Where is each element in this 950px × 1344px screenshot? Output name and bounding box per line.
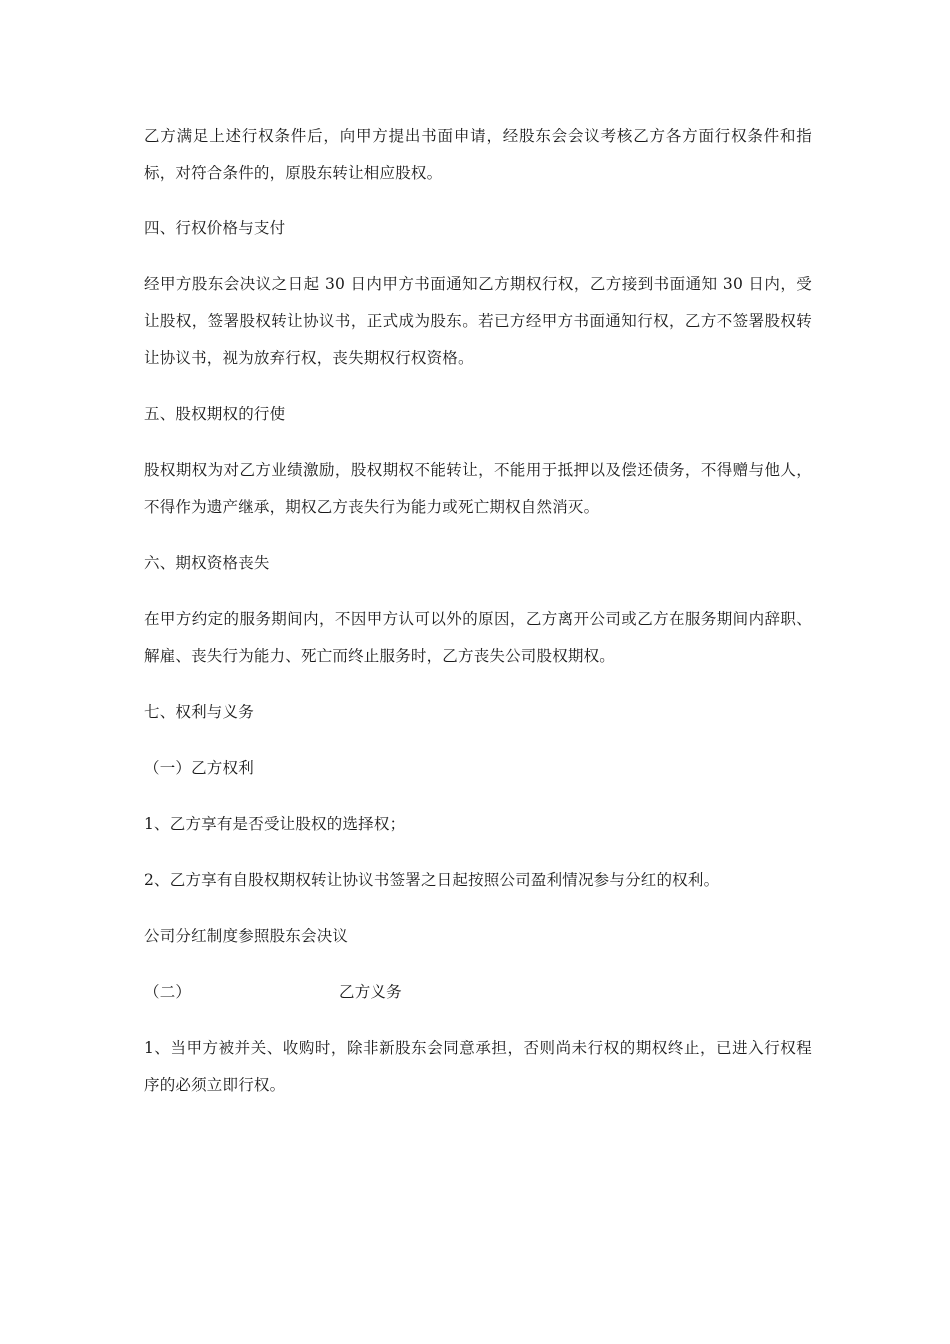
- obligations-item-1: 1、当甲方被并关、收购时，除非新股东会同意承担，否则尚未行权的期权终止，已进入行权程序的必须立即行权。: [144, 1039, 812, 1094]
- paragraph-option-exercise: 股权期权为对乙方业绩激励，股权期权不能转让，不能用于抵押以及偿还债务，不得赠与他人，不得作为遗产继承，期权乙方丧失行为能力或死亡期权自然消灭。: [144, 461, 812, 516]
- dividend-note: 公司分红制度参照股东会决议: [144, 927, 349, 945]
- sub-heading-title: 乙方义务: [339, 983, 402, 1001]
- sub-heading-party-b-obligations: [144, 974, 812, 1011]
- paragraph-exercise-conditions: 乙方满足上述行权条件后，向甲方提出书面申请，经股东会会议考核乙方各方面行权条件和指标，对符合条件的，原股东转让相应股权。: [144, 127, 812, 182]
- sub-heading-party-b-rights: （一）乙方权利: [144, 759, 254, 777]
- heading-qualification-loss: 六、期权资格丧失: [144, 554, 270, 572]
- heading-rights-obligations: 七、权利与义务: [144, 703, 254, 721]
- rights-item-2: 2、乙方享有自股权期权转让协议书签署之日起按照公司盈利情况参与分红的权利。: [144, 871, 720, 889]
- paragraph-exercise-price: 经甲方股东会决议之日起 30 日内甲方书面通知乙方期权行权，乙方接到书面通知 30 日内，受让股权，签署股权转让协议书，正式成为股东。若已方经甲方书面通知行权，乙方不签署股权转让协议书，视为放弃行权，丧失期权行权资格。: [144, 275, 812, 367]
- sub-heading-number: （二）: [144, 983, 192, 1001]
- heading-exercise-price: 四、行权价格与支付: [144, 219, 286, 237]
- rights-item-1: 1、乙方享有是否受让股权的选择权；: [144, 815, 406, 833]
- paragraph-qualification-loss: 在甲方约定的服务期间内，不因甲方认可以外的原因，乙方离开公司或乙方在服务期间内辞职、解雇、丧失行为能力、死亡而终止服务时，乙方丧失公司股权期权。: [144, 610, 812, 665]
- heading-option-exercise: 五、股权期权的行使: [144, 405, 286, 423]
